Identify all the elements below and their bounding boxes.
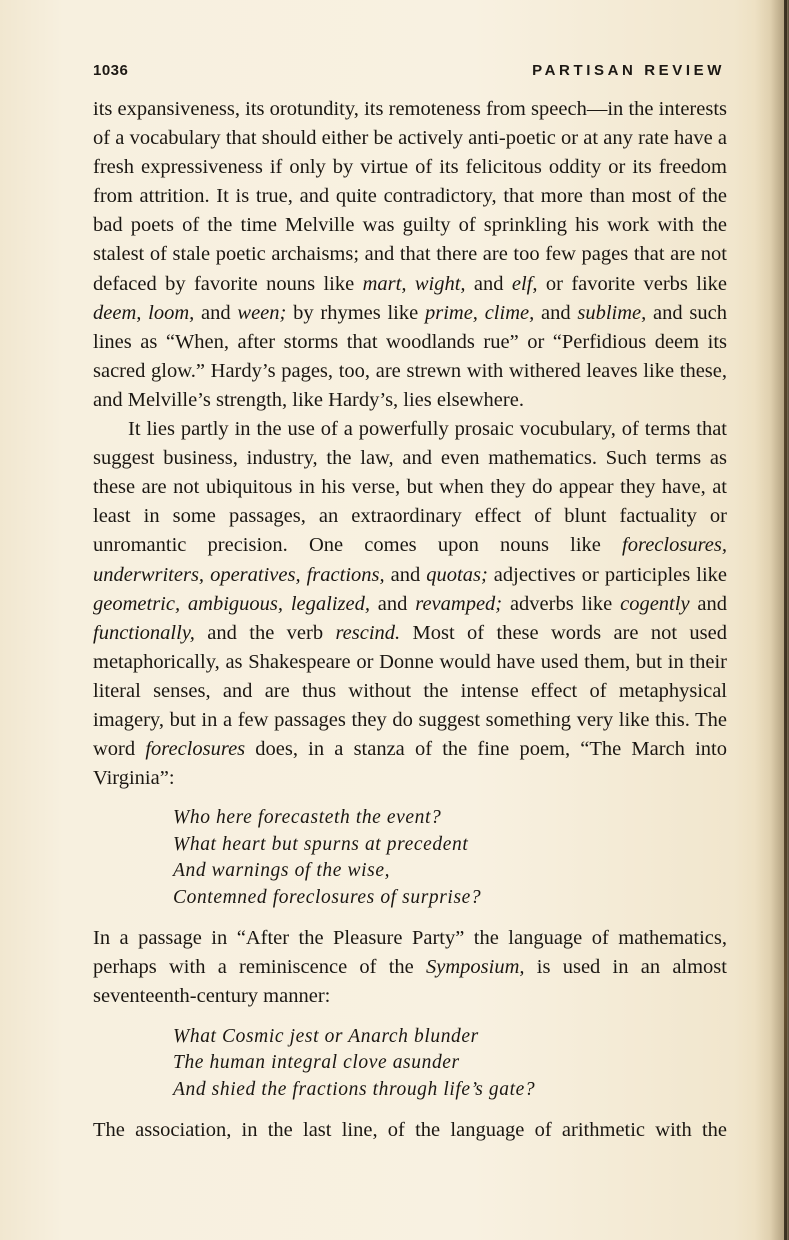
verse-line: And warnings of the wise,	[173, 860, 391, 882]
text-run: does, in a stanza of the fine poem, “The March into Virginia”:	[93, 738, 727, 790]
italic-term: sublime,	[577, 301, 647, 324]
paragraph-2	[93, 415, 727, 793]
text-run: by rhymes like	[286, 301, 425, 324]
verse-line: Who here forecasteth the event?	[173, 807, 442, 829]
italic-term: rescind.	[335, 621, 401, 644]
text-run: The association, in the last line, of the language of arithmetic with the	[93, 1119, 727, 1142]
italic-term: mart, wight,	[362, 272, 466, 295]
verse-quotation-1	[93, 805, 727, 911]
binding-spine-edge	[784, 0, 787, 1240]
italic-term: deem, loom,	[93, 301, 195, 324]
paragraph-1	[93, 95, 727, 415]
italic-term: ween;	[237, 301, 287, 324]
text-run: adjectives or participles like	[487, 563, 727, 586]
journal-title: PARTISAN REVIEW	[532, 62, 725, 79]
italic-term: cogently	[620, 592, 690, 615]
verse-quotation-2	[93, 1024, 727, 1104]
running-head	[93, 62, 725, 86]
text-run: is used in an almost seventeenth-century manner:	[93, 956, 727, 1008]
verse-line: Contemned foreclosures of surprise?	[173, 886, 482, 908]
text-run: and	[534, 301, 578, 324]
text-run: and the verb	[194, 621, 336, 644]
italic-term: prime, clime,	[424, 301, 535, 324]
italic-term: geometric, ambiguous, legalized,	[93, 592, 370, 615]
verse-line: What heart but spurns at precedent	[173, 833, 469, 855]
text-run: its expansiveness, its orotundity, its remoteness from speech—in the interests of a vocabulary that should either be actively anti-poetic or at any rate have a fresh expressiveness if only by virtue of its felicitous oddity or its freedom from attrition. It is true, and quite contradictory, that more than most of the bad poets of the time Melville was guilty of sprinkling his work with the stalest of stale poetic archaisms; and that there are too few pages that are not defaced by favorite nouns like	[93, 98, 727, 295]
text-run: In a passage in “After the Pleasure Party” the language of mathematics, perhaps with a reminiscence of the	[93, 927, 727, 979]
text-run: It lies partly in the use of a powerfully prosaic vocubulary, of terms that suggest business, industry, the law, and even mathematics. Such terms as these are not ubiquitous in his verse, but when they do appear they have, at least in some passages, an extraordinary effect of blunt factuality or unromantic precision. One comes upon nouns like	[93, 418, 727, 557]
text-run: and	[465, 272, 512, 295]
text-run: and	[369, 592, 416, 615]
italic-term: revamped;	[415, 592, 503, 615]
text-run: and	[194, 301, 238, 324]
text-run: and such lines as “When, after storms that woodlands rue” or “Perfidious deem its sacred glow.” Hardy’s pages, too, are strewn with withered leaves like these, and Melville’s strength, like Hardy’s, lies elsewhere.	[93, 301, 727, 411]
verse-line: The human integral clove asunder	[173, 1052, 460, 1074]
italic-term: elf,	[511, 272, 538, 295]
article-body	[93, 95, 727, 1145]
italic-term: Symposium,	[426, 956, 525, 979]
italic-term: quotas;	[426, 563, 488, 586]
verse-line: And shied the fractions through life’s gate?	[173, 1078, 536, 1100]
paragraph-3	[93, 924, 727, 1011]
verse-line: What Cosmic jest or Anarch blunder	[173, 1025, 479, 1047]
italic-term: foreclosures	[145, 738, 246, 761]
italic-term: functionally,	[93, 621, 195, 644]
paragraph-4	[93, 1116, 727, 1145]
page-number: 1036	[93, 62, 129, 79]
text-run: or favorite verbs like	[537, 272, 727, 295]
italic-term: foreclosures, underwriters, operatives, fractions,	[93, 534, 727, 586]
text-run: adverbs like	[502, 592, 621, 615]
text-run: and	[689, 592, 727, 615]
text-run: Most of these words are not used metaphorically, as Shakespeare or Donne would have used them, but in their literal senses, and are thus without the intense effect of metaphysical imagery, but in a few passages they do suggest something very like this. The word	[93, 621, 727, 761]
text-run: and	[384, 563, 427, 586]
